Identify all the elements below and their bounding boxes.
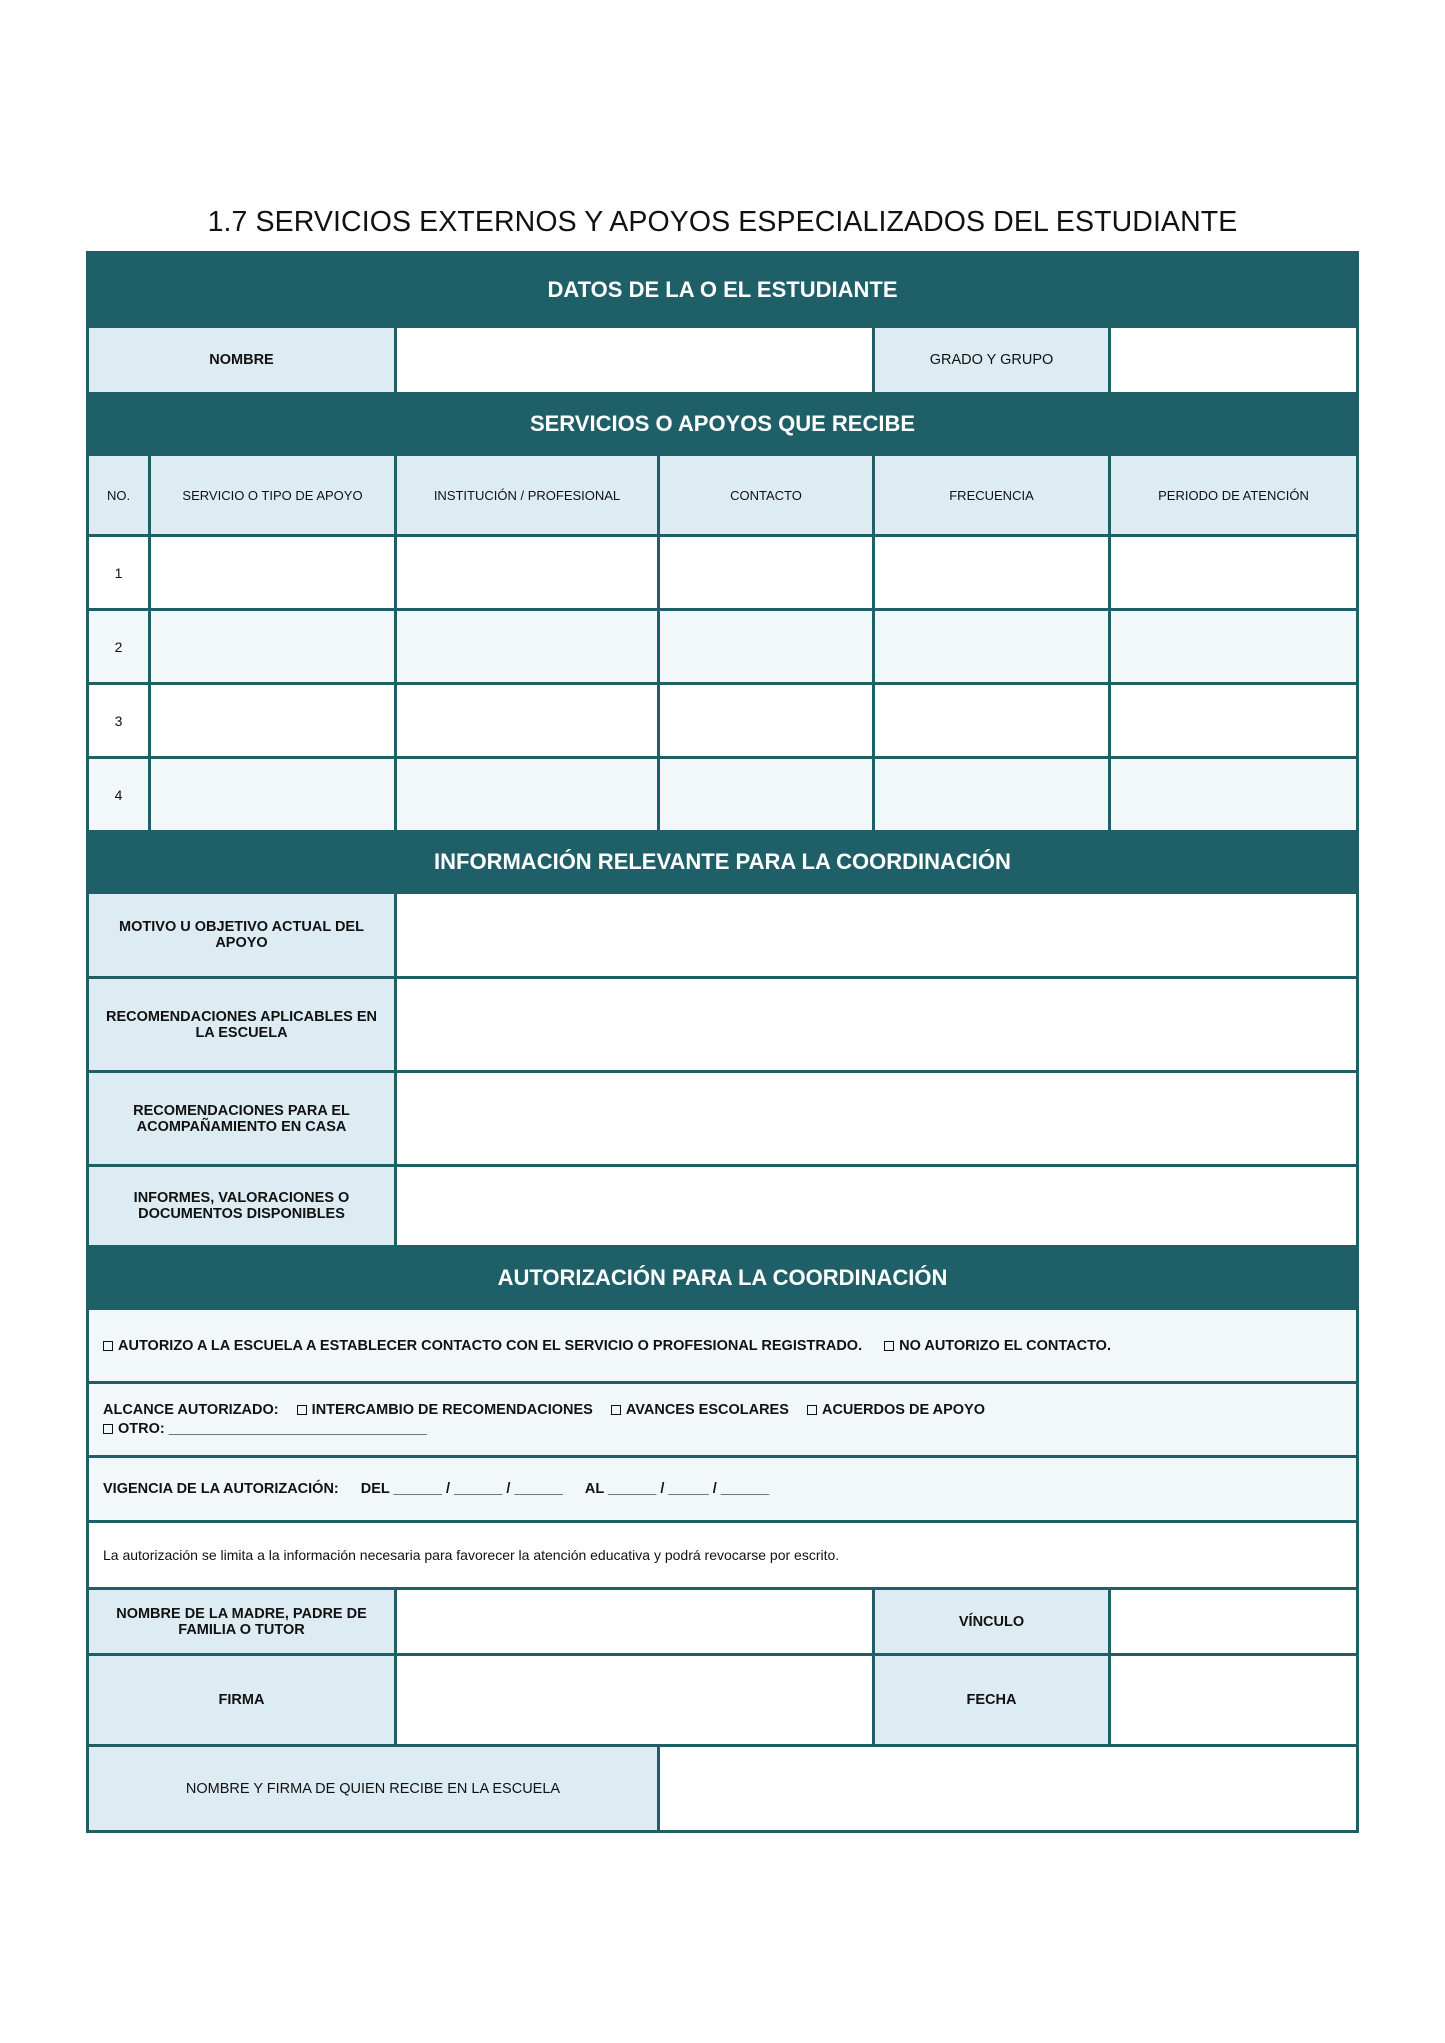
- validity-fields: [89, 1458, 1356, 1520]
- scope-row: [89, 1381, 1356, 1455]
- not-authorize-checkbox[interactable]: [884, 1341, 894, 1351]
- info-row: [89, 891, 1356, 976]
- form-table: [86, 251, 1359, 1833]
- other-label: OTRO: ________________________________: [118, 1420, 427, 1437]
- validity-row: [89, 1455, 1356, 1520]
- school-recommendations-field[interactable]: [394, 979, 1356, 1070]
- authorize-checkbox[interactable]: [103, 1341, 113, 1351]
- note-row: [89, 1520, 1356, 1587]
- scope-checkbox[interactable]: [807, 1405, 817, 1415]
- guardian-row: [89, 1587, 1356, 1653]
- col-period: PERIODO DE ATENCIÓN: [1108, 456, 1356, 534]
- contact-field[interactable]: [657, 685, 872, 756]
- relation-label: VÍNCULO: [872, 1590, 1108, 1653]
- validity-to[interactable]: AL ______ / _____ / ______: [584, 1481, 770, 1497]
- signature-label: FIRMA: [89, 1656, 394, 1744]
- frequency-field[interactable]: [872, 537, 1108, 608]
- contact-field[interactable]: [657, 759, 872, 830]
- grade-field[interactable]: [1108, 328, 1356, 392]
- row-number: 3: [89, 685, 148, 756]
- col-no: NO.: [89, 456, 148, 534]
- auth-section-heading: AUTORIZACIÓN PARA LA COORDINACIÓN: [89, 1245, 1356, 1307]
- authorize-row: [89, 1307, 1356, 1381]
- table-row: [89, 534, 1356, 608]
- info-row: [89, 1164, 1356, 1245]
- info-section-heading: INFORMACIÓN RELEVANTE PARA LA COORDINACIÓN: [89, 830, 1356, 891]
- contact-field[interactable]: [657, 611, 872, 682]
- period-field[interactable]: [1108, 759, 1356, 830]
- table-row: [89, 682, 1356, 756]
- info-row: [89, 1070, 1356, 1164]
- frequency-field[interactable]: [872, 611, 1108, 682]
- reports-field[interactable]: [394, 1167, 1356, 1245]
- services-header-row: [89, 453, 1356, 534]
- info-row: [89, 976, 1356, 1070]
- school-recommendations-label: RECOMENDACIONES APLICABLES EN LA ESCUELA: [89, 979, 394, 1070]
- period-field[interactable]: [1108, 685, 1356, 756]
- not-authorize-label: NO AUTORIZO EL CONTACTO.: [899, 1337, 1111, 1354]
- services-section-heading: SERVICIOS O APOYOS QUE RECIBE: [89, 392, 1356, 453]
- frequency-field[interactable]: [872, 759, 1108, 830]
- scope-label: ALCANCE AUTORIZADO:: [103, 1401, 279, 1418]
- service-field[interactable]: [148, 759, 394, 830]
- guardian-label: NOMBRE DE LA MADRE, PADRE DE FAMILIA O TUTOR: [89, 1590, 394, 1653]
- receiver-label: NOMBRE Y FIRMA DE QUIEN RECIBE EN LA ESCUELA: [89, 1747, 657, 1830]
- table-row: [89, 608, 1356, 682]
- period-field[interactable]: [1108, 611, 1356, 682]
- scope-option-label: ACUERDOS DE APOYO: [821, 1401, 985, 1418]
- signature-field[interactable]: [394, 1656, 872, 1744]
- institution-field[interactable]: [394, 537, 657, 608]
- contact-field[interactable]: [657, 537, 872, 608]
- institution-field[interactable]: [394, 685, 657, 756]
- authorize-options: [89, 1310, 1356, 1381]
- authorize-label: AUTORIZO A LA ESCUELA A ESTABLECER CONTACTO CON EL SERVICIO O PROFESIONAL REGISTRADO.: [118, 1337, 863, 1354]
- grade-label: GRADO Y GRUPO: [872, 328, 1108, 392]
- relation-field[interactable]: [1108, 1590, 1356, 1653]
- home-recommendations-label: RECOMENDACIONES PARA EL ACOMPAÑAMIENTO EN CASA: [89, 1073, 394, 1164]
- receiver-row: [89, 1744, 1356, 1830]
- institution-field[interactable]: [394, 611, 657, 682]
- frequency-field[interactable]: [872, 685, 1108, 756]
- authorization-note: La autorización se limita a la información necesaria para favorecer la atención educativa y podrá revocarse por escrito.: [89, 1523, 1356, 1587]
- signature-row: [89, 1653, 1356, 1744]
- motive-label: MOTIVO U OBJETIVO ACTUAL DEL APOYO: [89, 894, 394, 976]
- reports-label: INFORMES, VALORACIONES O DOCUMENTOS DISPONIBLES: [89, 1167, 394, 1245]
- row-number: 4: [89, 759, 148, 830]
- institution-field[interactable]: [394, 759, 657, 830]
- service-field[interactable]: [148, 537, 394, 608]
- col-contact: CONTACTO: [657, 456, 872, 534]
- motive-field[interactable]: [394, 894, 1356, 976]
- student-section-heading: DATOS DE LA O EL ESTUDIANTE: [89, 254, 1356, 325]
- period-field[interactable]: [1108, 537, 1356, 608]
- row-number: 1: [89, 537, 148, 608]
- name-label: NOMBRE: [89, 328, 394, 392]
- scope-option-label: AVANCES ESCOLARES: [625, 1401, 789, 1418]
- date-label: FECHA: [872, 1656, 1108, 1744]
- service-field[interactable]: [148, 611, 394, 682]
- col-service: SERVICIO O TIPO DE APOYO: [148, 456, 394, 534]
- other-checkbox[interactable]: [103, 1424, 113, 1434]
- receiver-field[interactable]: [657, 1747, 1356, 1830]
- row-number: 2: [89, 611, 148, 682]
- validity-from[interactable]: DEL ______ / ______ / ______: [360, 1481, 563, 1497]
- name-field[interactable]: [394, 328, 872, 392]
- validity-label: VIGENCIA DE LA AUTORIZACIÓN:: [103, 1481, 339, 1497]
- scope-checkbox[interactable]: [297, 1405, 307, 1415]
- service-field[interactable]: [148, 685, 394, 756]
- student-row: [89, 325, 1356, 392]
- scope-checkbox[interactable]: [611, 1405, 621, 1415]
- page-title: 1.7 SERVICIOS EXTERNOS Y APOYOS ESPECIALIZADOS DEL ESTUDIANTE: [207, 206, 1238, 238]
- col-frequency: FRECUENCIA: [872, 456, 1108, 534]
- table-row: [89, 756, 1356, 830]
- scope-option-label: INTERCAMBIO DE RECOMENDACIONES: [311, 1401, 593, 1418]
- guardian-field[interactable]: [394, 1590, 872, 1653]
- date-field[interactable]: [1108, 1656, 1356, 1744]
- scope-options: [89, 1384, 1356, 1455]
- col-institution: INSTITUCIÓN / PROFESIONAL: [394, 456, 657, 534]
- home-recommendations-field[interactable]: [394, 1073, 1356, 1164]
